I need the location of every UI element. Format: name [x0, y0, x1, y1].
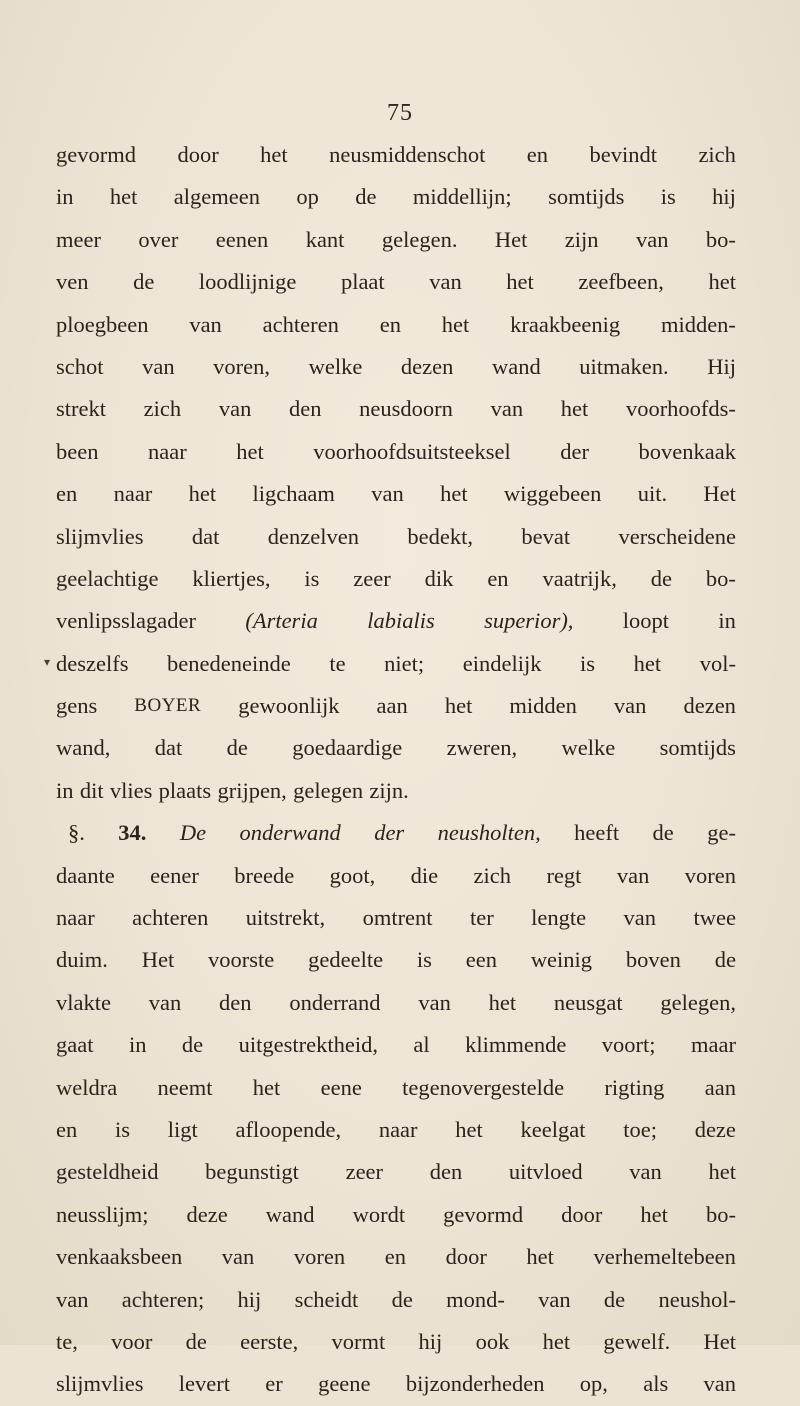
- word: is: [114, 1116, 130, 1142]
- word: verhemeltebeen: [593, 1244, 736, 1270]
- word: van: [616, 862, 650, 888]
- word: achteren;: [121, 1286, 205, 1312]
- word: al: [413, 1032, 430, 1058]
- word: gevormd: [56, 142, 136, 167]
- word: regt: [546, 862, 582, 888]
- word: den: [429, 1159, 463, 1185]
- word: venlipsslagader: [56, 608, 196, 634]
- word: vlakte: [56, 989, 111, 1015]
- text-line: [56, 558, 736, 600]
- word: middellijn;: [412, 184, 512, 210]
- word: gesteldheid: [56, 1159, 159, 1185]
- word: superior),: [484, 608, 574, 634]
- word: dezen: [683, 693, 736, 719]
- word: verscheidene: [618, 523, 736, 549]
- word: uit.: [637, 481, 668, 507]
- word: hij: [237, 1286, 262, 1312]
- word: van: [623, 905, 657, 931]
- word: uitgestrektheid,: [238, 1032, 378, 1058]
- word: neusgat: [553, 989, 623, 1015]
- word: door: [177, 142, 219, 167]
- word: weldra: [56, 1074, 118, 1100]
- word: de: [133, 269, 155, 295]
- body-text: [56, 134, 736, 1406]
- word: van: [189, 311, 222, 337]
- text-line: [56, 1194, 736, 1236]
- word: als: [643, 1371, 669, 1397]
- word: wand: [265, 1201, 315, 1227]
- word: te,: [56, 1328, 78, 1354]
- word: midden: [509, 693, 577, 719]
- word: bevindt: [589, 142, 657, 167]
- text-line: [56, 219, 736, 261]
- word: been: [56, 438, 99, 464]
- word: in: [718, 608, 736, 634]
- word: en: [526, 142, 549, 167]
- text-line: [56, 473, 736, 515]
- word: de: [714, 947, 736, 973]
- word: Het: [141, 947, 175, 973]
- word: eindelijk: [462, 650, 542, 676]
- word: uitstrekt,: [245, 905, 326, 931]
- word: van: [703, 1371, 736, 1397]
- word: maar: [691, 1032, 736, 1058]
- text-line: [56, 516, 736, 558]
- text-line: [56, 1109, 736, 1151]
- word: en: [56, 1116, 78, 1142]
- word: Hij: [707, 353, 736, 379]
- text-line: [56, 1024, 736, 1066]
- word: geene: [318, 1371, 371, 1397]
- word: zijn: [564, 226, 599, 252]
- word: neemt: [157, 1074, 213, 1100]
- word: het: [444, 693, 473, 719]
- word: op: [296, 184, 319, 210]
- word: van: [148, 989, 182, 1015]
- text-line: [56, 388, 736, 430]
- word: tegenovergestelde: [402, 1074, 565, 1100]
- word: levert: [178, 1371, 231, 1397]
- word: voor: [111, 1328, 153, 1354]
- word: voorhoofds-: [625, 396, 736, 422]
- word: wordt: [352, 1201, 406, 1227]
- word: eener: [150, 862, 199, 888]
- text-line: [56, 346, 736, 388]
- text-line: [56, 727, 736, 769]
- word: van: [538, 1286, 571, 1312]
- word: gewelf.: [603, 1328, 671, 1354]
- word: loopt: [622, 608, 670, 634]
- word: zweren,: [446, 735, 518, 761]
- word: twee: [693, 905, 736, 931]
- word: voorste: [208, 947, 275, 973]
- text-line: [56, 1236, 736, 1278]
- word: het: [506, 269, 534, 295]
- word: deze: [694, 1116, 736, 1142]
- word: het: [708, 1159, 736, 1185]
- word: de: [652, 820, 674, 846]
- text-line: [56, 1067, 736, 1109]
- word: zich: [143, 396, 182, 422]
- word: over: [138, 226, 179, 252]
- text-line: [56, 770, 736, 812]
- word: eenen: [215, 226, 269, 252]
- text-line: [56, 685, 736, 727]
- word: in: [56, 184, 74, 210]
- word: de: [603, 1286, 626, 1312]
- word: afloopende,: [235, 1116, 342, 1142]
- word: zeer: [353, 565, 391, 591]
- word: 34.: [118, 820, 147, 846]
- word: van: [418, 989, 451, 1015]
- word: goot,: [329, 862, 376, 888]
- text-line: [56, 176, 736, 218]
- word: vlies: [109, 777, 153, 803]
- word: uitvloed: [508, 1159, 583, 1185]
- word: het: [260, 142, 288, 167]
- word: den: [219, 989, 252, 1015]
- word: voren,: [213, 353, 271, 379]
- word: Het: [703, 1328, 736, 1354]
- word: bedekt,: [407, 523, 473, 549]
- word: gelegen: [293, 777, 364, 803]
- word: de: [391, 1286, 413, 1312]
- word: deszelfs: [56, 650, 129, 676]
- word: het: [708, 269, 736, 295]
- word: geelachtige: [56, 565, 159, 591]
- word: bo-: [705, 565, 736, 591]
- word: aan: [704, 1074, 736, 1100]
- text-line: [56, 855, 736, 897]
- word: van: [429, 269, 462, 295]
- word: van: [56, 1286, 89, 1312]
- word: ligchaam: [252, 481, 335, 507]
- word: lengte: [531, 905, 587, 931]
- text-line: [56, 600, 736, 642]
- word: te: [329, 650, 346, 676]
- word: midden-: [660, 311, 736, 337]
- word: dit: [79, 777, 104, 803]
- word: dik: [424, 565, 454, 591]
- word: toe;: [623, 1116, 657, 1142]
- word: strekt: [56, 396, 106, 422]
- word: neusmiddenschot: [329, 142, 486, 167]
- margin-mark: ▾: [44, 655, 51, 669]
- word: weinig: [530, 947, 593, 973]
- word: zich: [473, 862, 512, 888]
- word: onderwand: [239, 820, 341, 846]
- text-line: [56, 1151, 736, 1193]
- word: het: [488, 989, 517, 1015]
- word: vol-: [699, 650, 736, 676]
- word: wand: [491, 353, 541, 379]
- word: klimmende: [465, 1032, 567, 1058]
- word: achteren: [132, 905, 209, 931]
- word: duim.: [56, 947, 108, 973]
- word: van: [371, 481, 404, 507]
- word: daante: [56, 862, 115, 888]
- text-line: [56, 897, 736, 939]
- word: het: [640, 1201, 668, 1227]
- word: BOYER: [134, 695, 202, 717]
- word: grijpen,: [217, 777, 287, 803]
- word: keelgat: [520, 1116, 586, 1142]
- word: een: [465, 947, 497, 973]
- word: ligt: [167, 1116, 198, 1142]
- word: neusdoorn: [359, 396, 453, 422]
- word: is: [416, 947, 432, 973]
- word: mond-: [446, 1286, 505, 1312]
- word: aan: [376, 693, 408, 719]
- word: is: [660, 184, 676, 210]
- word: gelegen.: [381, 226, 458, 252]
- word: het: [455, 1116, 483, 1142]
- word: kant: [305, 226, 345, 252]
- word: neusholten,: [437, 820, 541, 846]
- word: door: [445, 1244, 487, 1270]
- word: somtijds: [659, 735, 736, 761]
- text-line: [56, 1321, 736, 1363]
- word: het: [441, 311, 470, 337]
- word: gelegen,: [660, 989, 736, 1015]
- word: slijmvlies: [56, 1371, 144, 1397]
- word: dat: [191, 523, 220, 549]
- word: en: [487, 565, 509, 591]
- word: het: [440, 481, 468, 507]
- word: gens: [56, 693, 98, 719]
- word: ook: [475, 1328, 510, 1354]
- word: welke: [308, 353, 363, 379]
- word: deze: [186, 1201, 228, 1227]
- word: bijzonderheden: [405, 1371, 545, 1397]
- word: achteren: [262, 311, 339, 337]
- word: omtrent: [362, 905, 433, 931]
- word: en: [384, 1244, 406, 1270]
- word: door: [561, 1201, 603, 1227]
- word: algemeen: [173, 184, 260, 210]
- word: venkaaksbeen: [56, 1244, 183, 1270]
- word: niet;: [384, 650, 425, 676]
- word: gevormd: [443, 1201, 524, 1227]
- word: zich: [698, 142, 736, 167]
- word: naar: [56, 905, 95, 931]
- word: ven: [56, 269, 89, 295]
- text-line: [56, 1363, 736, 1405]
- text-line: [56, 812, 736, 854]
- word: meer: [56, 226, 101, 252]
- word: op,: [579, 1371, 608, 1397]
- word: naar: [148, 438, 187, 464]
- word: begunstigt: [205, 1159, 299, 1185]
- word: en: [56, 481, 78, 507]
- page-number: 75: [387, 100, 413, 126]
- text-line: [56, 643, 736, 685]
- word: wand,: [56, 735, 111, 761]
- word: somtijds: [548, 184, 625, 210]
- word: die: [410, 862, 439, 888]
- word: uitmaken.: [579, 353, 669, 379]
- word: ploegbeen: [56, 311, 149, 337]
- word: neusslijm;: [56, 1201, 149, 1227]
- text-line: [56, 431, 736, 473]
- text-line: [56, 939, 736, 981]
- word: van: [142, 353, 175, 379]
- word: zeer: [345, 1159, 384, 1185]
- word: naar: [113, 481, 153, 507]
- word: bovenkaak: [638, 438, 736, 464]
- word: zijn.: [369, 777, 409, 803]
- word: het: [633, 650, 662, 676]
- word: het: [560, 396, 589, 422]
- word: in: [56, 777, 74, 803]
- word: de: [185, 1328, 207, 1354]
- text-line: [56, 304, 736, 346]
- word: kliertjes,: [192, 565, 271, 591]
- word: voren: [293, 1244, 346, 1270]
- word: is: [580, 650, 596, 676]
- word: naar: [378, 1116, 418, 1142]
- word: heeft: [574, 820, 620, 846]
- text-line: [56, 1279, 736, 1321]
- word: Het: [494, 226, 528, 252]
- text-line: [56, 134, 736, 176]
- word: bevat: [521, 523, 571, 549]
- text-line: [56, 982, 736, 1024]
- word: van: [490, 396, 524, 422]
- word: er: [265, 1371, 283, 1397]
- word: der: [374, 820, 405, 846]
- word: boven: [625, 947, 681, 973]
- word: vaatrijk,: [542, 565, 617, 591]
- word: gedeelte: [308, 947, 384, 973]
- word: plaat: [340, 269, 385, 295]
- word: van: [218, 396, 252, 422]
- word: neushol-: [658, 1286, 736, 1312]
- word: voren: [684, 862, 736, 888]
- word: ter: [469, 905, 494, 931]
- word: kraakbeenig: [510, 311, 621, 337]
- word: welke: [561, 735, 616, 761]
- word: voort;: [601, 1032, 656, 1058]
- word: van: [613, 693, 647, 719]
- word: in: [128, 1032, 147, 1058]
- word: vormt: [331, 1328, 386, 1354]
- word: van: [635, 226, 669, 252]
- word: zeefbeen,: [578, 269, 664, 295]
- word: benedeneinde: [167, 650, 291, 676]
- word: het: [188, 481, 217, 507]
- word: eene: [320, 1074, 362, 1100]
- word: en: [379, 311, 401, 337]
- word: het: [109, 184, 138, 210]
- word: plaats: [158, 777, 212, 803]
- word: Het: [703, 481, 736, 507]
- word: gewoonlijk: [238, 693, 340, 719]
- word: denzelven: [267, 523, 359, 549]
- word: het: [236, 438, 264, 464]
- word: den: [289, 396, 322, 422]
- word: der: [560, 438, 589, 464]
- word: is: [304, 565, 320, 591]
- word: rigting: [604, 1074, 665, 1100]
- word: slijmvlies: [56, 523, 144, 549]
- word: bo-: [705, 1201, 736, 1227]
- word: wiggebeen: [503, 481, 602, 507]
- word: §.: [68, 820, 85, 846]
- word: het: [526, 1244, 554, 1270]
- word: hij: [712, 184, 736, 210]
- word: de: [650, 565, 672, 591]
- word: voorhoofdsuitsteeksel: [313, 438, 511, 464]
- word: onderrand: [289, 989, 381, 1015]
- word: bo-: [705, 226, 736, 252]
- word: ge-: [707, 820, 736, 846]
- word: (Arteria: [245, 608, 318, 634]
- word: loodlijnige: [198, 269, 297, 295]
- word: van: [221, 1244, 255, 1270]
- word: het: [542, 1328, 571, 1354]
- word: goedaardige: [292, 735, 403, 761]
- word: de: [355, 184, 377, 210]
- word: breede: [234, 862, 295, 888]
- word: het: [252, 1074, 281, 1100]
- word: de: [181, 1032, 204, 1058]
- word: gaat: [56, 1032, 94, 1058]
- text-line: [56, 261, 736, 303]
- word: de: [226, 735, 248, 761]
- word: hij: [418, 1328, 443, 1354]
- word: labialis: [367, 608, 435, 634]
- word: dezen: [400, 353, 454, 379]
- word: van: [629, 1159, 662, 1185]
- word: De: [179, 820, 207, 846]
- word: dat: [154, 735, 183, 761]
- word: eerste,: [240, 1328, 299, 1354]
- word: schot: [56, 353, 104, 379]
- word: scheidt: [294, 1286, 359, 1312]
